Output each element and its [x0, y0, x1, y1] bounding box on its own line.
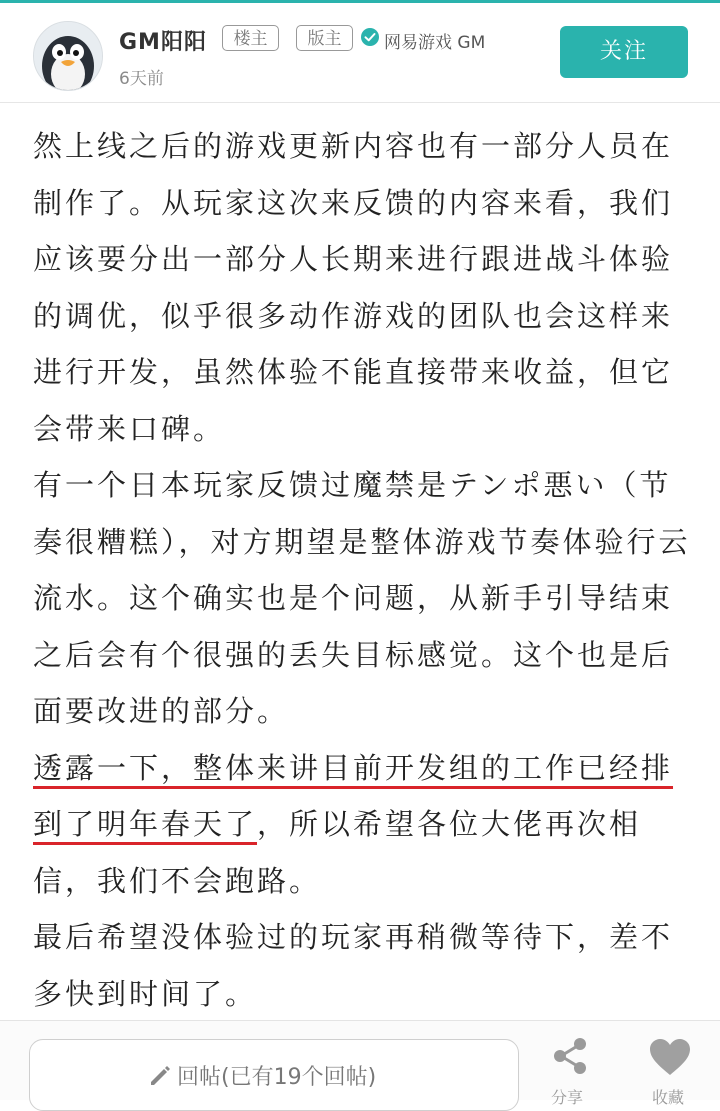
share-label[interactable]: 分享 — [551, 1088, 584, 1107]
badge-thread-owner: 楼主 — [222, 25, 279, 51]
post-header — [0, 3, 720, 103]
post-paragraph: 有一个日本玩家反馈过魔禁是テンポ悪い（节奏很糟糕），对方期望是整体游戏节奏体验行云流水。这个确实也是个问题，从新手引导结束之后会有个很强的丢失目标感觉。这个也是后面要改进的部分。 — [33, 468, 691, 728]
favorite-label[interactable]: 收藏 — [652, 1088, 685, 1107]
pencil-icon — [147, 1062, 173, 1088]
badge-moderator: 版主 — [296, 25, 353, 51]
bottom-action-bar — [0, 1020, 720, 1107]
username[interactable]: GM阳阳 — [119, 30, 207, 55]
post-paragraph-highlight — [33, 740, 693, 910]
underlined-text: 透露一下，整体来讲目前开发组的工作已经排到了明年春天了 — [33, 750, 674, 841]
follow-button[interactable]: 关注 — [560, 26, 688, 78]
avatar[interactable] — [33, 21, 103, 91]
reply-placeholder: 回帖(已有19个回帖) — [177, 1065, 377, 1090]
post-paragraph: 然上线之后的游戏更新内容也有一部分人员在制作了。从玩家这次来反馈的内容来看，我们应该要分出一部分人长期来进行跟进战斗体验的调优，似乎很多动作游戏的团队也会这样来进行开发，虽然体验不能直接带来收益，但它会带来口碑。 — [33, 129, 674, 446]
verified-label: 网易游戏 GM — [384, 33, 486, 53]
post-time: 6天前 — [119, 69, 164, 89]
heart-icon[interactable] — [648, 1037, 692, 1077]
reply-input[interactable] — [29, 1039, 519, 1111]
share-icon[interactable] — [549, 1035, 591, 1077]
post-paragraph: 最后希望没体验过的玩家再稍微等待下，差不多快到时间了。 — [33, 920, 674, 1011]
highlight-rest-text: ，所以希望各位大佬再次相信，我们不会跑路。 — [33, 807, 642, 898]
verified-icon — [360, 27, 380, 47]
post-content — [33, 118, 693, 1022]
